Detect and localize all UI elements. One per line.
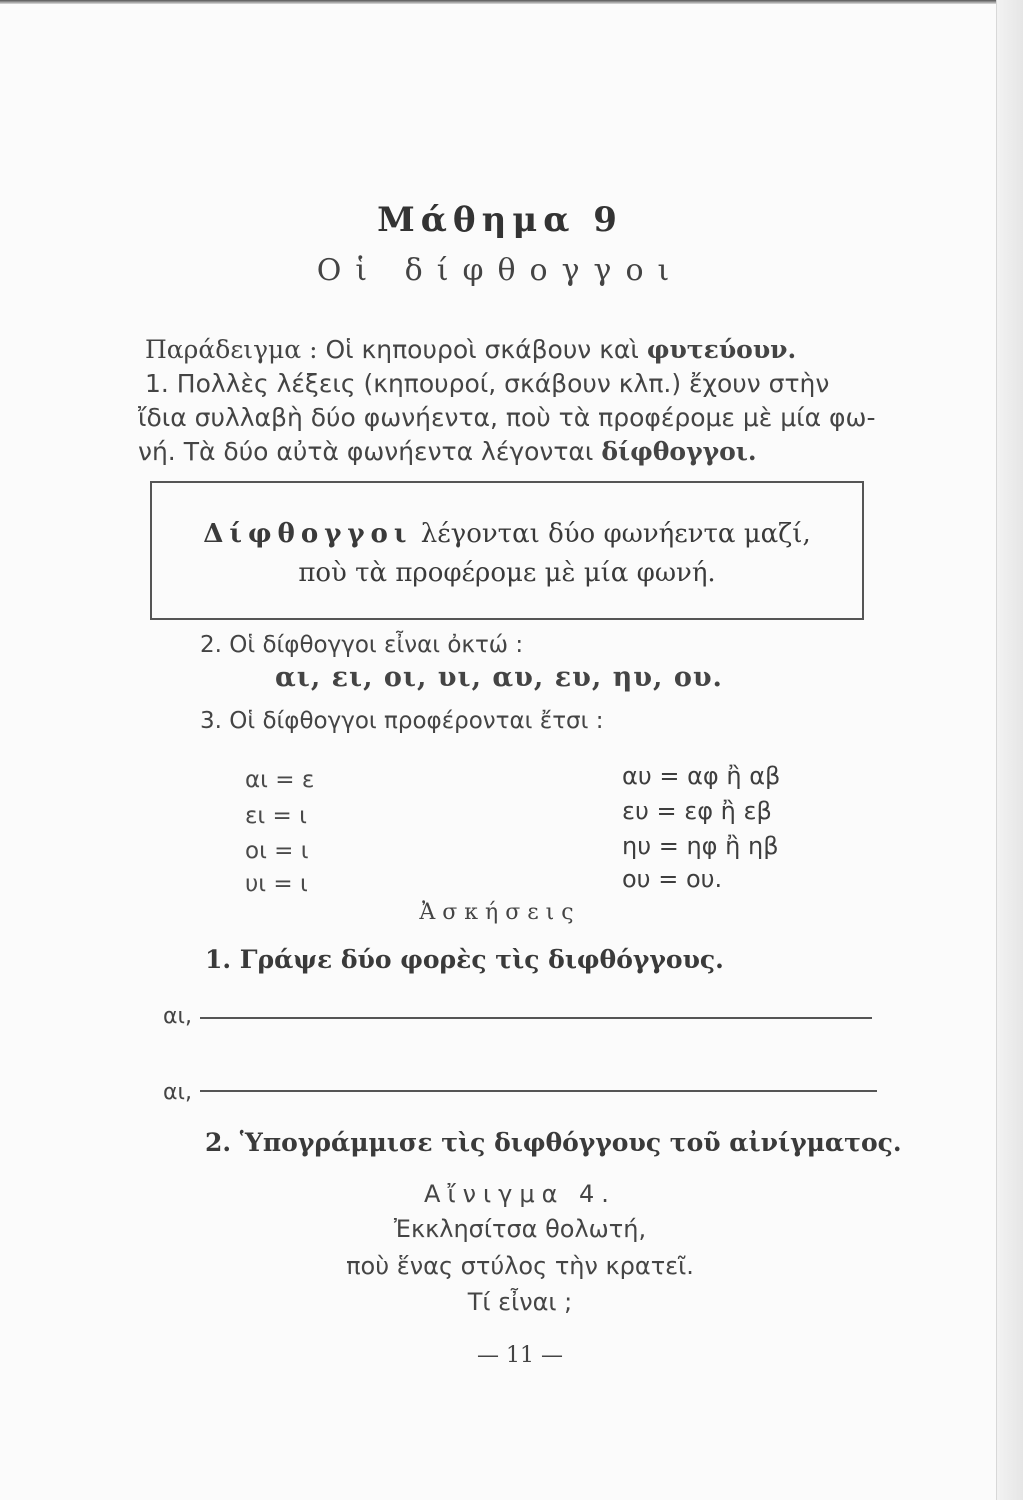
pron-right-3: ηυ = ηφ ἢ ηβ: [622, 832, 779, 860]
point1-line1: 1. Πολλὲς λέξεις (κηπουροί, σκάβουν κλπ.) ἔχουν στὴν: [145, 369, 830, 398]
example-sentence: [145, 335, 796, 364]
point1-bold-term: δίφθογγοι.: [601, 437, 757, 466]
write-line-2[interactable]: [200, 1090, 877, 1092]
riddle-line-2: ποὺ ἕνας στύλος τὴν κρατεῖ.: [346, 1252, 694, 1280]
point1-line2: ἴδια συλλαβὴ δύο φωνήεντα, ποὺ τὰ προφέρομε μὲ μία φω-: [138, 403, 876, 432]
diphthong-list: αι, ει, οι, υι, αυ, ευ, ηυ, ου.: [275, 662, 723, 693]
point1-line3: [138, 437, 757, 466]
pron-right-1: αυ = αφ ἢ αβ: [622, 762, 781, 790]
riddle-line-1: Ἐκκλησίτσα θολωτή,: [393, 1215, 647, 1243]
exercise-1: 1. Γράψε δύο φορὲς τὶς διφθόγγους.: [205, 945, 724, 974]
pron-left-1: αι = ε: [245, 767, 315, 793]
rule-text-1: λέγονται δύο φωνήεντα μαζί,: [420, 519, 811, 549]
rule-line-2: ποὺ τὰ προφέρομε μὲ μία φωνή.: [298, 558, 716, 588]
point3-text: 3. Οἱ δίφθογγοι προφέρονται ἔτσι :: [200, 708, 604, 734]
rule-box: [150, 481, 864, 620]
pron-right-4: ου = ου.: [622, 865, 723, 893]
pron-left-3: οι = ι: [245, 838, 309, 864]
write-line-label-1: αι,: [163, 1004, 192, 1029]
example-label: Παράδειγμα :: [145, 335, 318, 364]
page-top-edge: [0, 0, 1023, 4]
exercise-2: 2. Ὑπογράμμισε τὶς διφθόγγους τοῦ αἰνίγματος.: [205, 1128, 902, 1157]
pron-right-2: ευ = εφ ἢ εβ: [622, 797, 772, 825]
rule-term: Δίφθογγοι: [203, 519, 413, 549]
riddle-line-3: Τί εἶναι ;: [467, 1288, 573, 1316]
topic-title: Οἱ δίφθογγοι: [316, 253, 684, 288]
page-number: — 11 —: [477, 1343, 563, 1368]
pron-left-2: ει = ι: [245, 803, 307, 829]
example-bold-word: φυτεύουν.: [646, 335, 797, 364]
rule-line-1: [152, 519, 862, 549]
example-text: Οἱ κηπουροὶ σκάβουν καὶ: [325, 335, 639, 364]
exercises-heading: Ἀσκήσεις: [419, 900, 581, 925]
pron-left-4: υι = ι: [245, 871, 308, 897]
point1-line3-text: νή. Τὰ δύο αὐτὰ φωνήεντα λέγονται: [138, 437, 594, 466]
write-line-1[interactable]: [200, 1017, 872, 1019]
write-line-label-2: αι,: [163, 1080, 192, 1105]
lesson-title: Μάθημα 9: [377, 200, 623, 240]
riddle-title: Αἴνιγμα 4.: [424, 1180, 616, 1208]
point2-text: 2. Οἱ δίφθογγοι εἶναι ὀκτώ :: [200, 632, 524, 658]
